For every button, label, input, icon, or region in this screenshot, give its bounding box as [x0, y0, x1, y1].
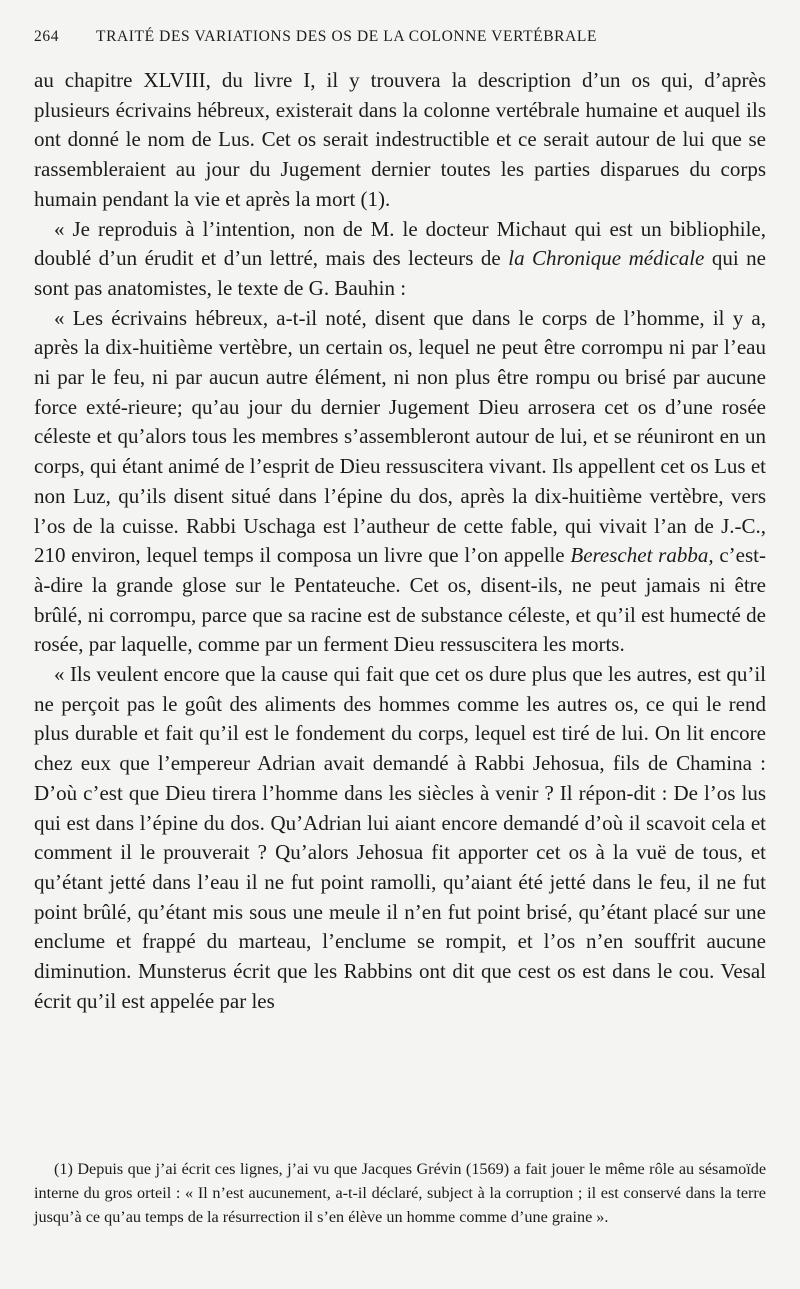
- running-title: TRAITÉ DES VARIATIONS DES OS DE LA COLONNE VERTÉBRALE: [96, 28, 598, 45]
- footnote: [34, 1158, 766, 1229]
- paragraph-3-text-end: c’est-à-dire la grande glose sur le Pentateuche. Cet os, disent-ils, ne peut jamais ni être brûlé, ni corrompu, parce que sa racine est de substance céleste, et qu’il est humecté de rosée, par laquelle, comme par un ferment Dieu ressuscitera les morts.: [34, 543, 766, 657]
- paragraph-4: « Ils veulent encore que la cause qui fait que cet os dure plus que les autres, est qu’il ne perçoit pas le goût des aliments des hommes comme les autres os, ce qui le rend plus durable et fait qu’il est le fondement du corps, lequel est tiré de lui. On lit encore chez eux que l’empereur Adrian avait demandé à Rabbi Jehosua, fils de Chamina : D’où c’est que Dieu tirera l’homme dans les siècles à venir ? Il répon-dit : De l’os lus qui est dans l’épine du dos. Qu’Adrian lui aiant encore demandé d’où il scavoit cela et comment il le prouverait ? Qu’alors Jehosua fit apporter cet os à la vuë de tous, et qu’étant jetté dans l’eau il ne fut point ramolli, qu’aiant été jetté dans le feu, il ne fut point brûlé, qu’étant mis sous une meule il n’en fut point brisé, qu’étant placé sur une enclume et frappé du marteau, l’enclume se rompit, et l’os n’en souffrit aucune diminution. Munsterus écrit que les Rabbins ont dit que cest os est dans le cou. Vesal écrit qu’il est appelée par les: [34, 662, 766, 1013]
- page-header: [34, 28, 766, 60]
- book-title: Bereschet rabba,: [570, 543, 714, 568]
- page-number: 264: [34, 28, 60, 45]
- footnote-text: (1) Depuis que j’ai écrit ces lignes, j’ai vu que Jacques Grévin (1569) a fait jouer le même rôle au sésamoïde interne du gros orteil : « Il n’est aucunement, a-t-il déclaré, subject à la corruption ; il est conservé dans la terre jusqu’à ce qu’au temps de la résurrection il s’en élève un homme comme d’une graine ».: [34, 1160, 766, 1226]
- paragraph-1: au chapitre XLVIII, du livre I, il y trouvera la description d’un os qui, d’après plusieurs écrivains hébreux, existerait dans la colonne vertébrale humaine et auquel ils ont donné le nom de Lus. Cet os serait indestructible et ce serait autour de lui que se rassembleraient au jour du Jugement dernier toutes les parties disparues du corps humain pendant la vie et après la mort (1).: [34, 68, 766, 211]
- paragraph-2: [34, 215, 766, 304]
- main-text: [34, 66, 766, 1017]
- paragraph-2-text-end: qui ne sont pas anatomistes, le texte de G. Bauhin :: [34, 246, 767, 300]
- paragraph-2-text: « Je reproduis à l’intention, non de M. le docteur Michaut qui est un bibliophile, doublé d’un érudit et d’un lettré, mais des lecteurs de: [34, 216, 766, 271]
- paragraph-3-text: « Les écrivains hébreux, a-t-il noté, disent que dans le corps de l’homme, il y a, après la dix-huitième vertèbre, un certain os, lequel ne peut être corrompu ni par l’eau ni par le feu, ni par aucun autre élément, ni non plus être rompu ou brisé par aucune force exté-rieure; qu’au jour du dernier Jugement Dieu arrosera cet os d’une rosée céleste et qu’alors tous les membres s’assembleront autour de lui, et se réuniront en un corps, qui étant animé de l’esprit de Dieu ressuscitera vivant. Ils appellent cet os Lus et non Luz, qu’ils disent situé dans l’épine du dos, après la dix-huitième vertèbre, vers l’os de la cuisse. Rabbi Uschaga est l’autheur de cette fable, qui vivait l’an de J.-C., 210 environ, lequel temps il composa un livre que l’on appelle: [34, 305, 766, 568]
- paragraph-3: [34, 304, 766, 660]
- journal-title: la Chronique médicale: [508, 246, 705, 271]
